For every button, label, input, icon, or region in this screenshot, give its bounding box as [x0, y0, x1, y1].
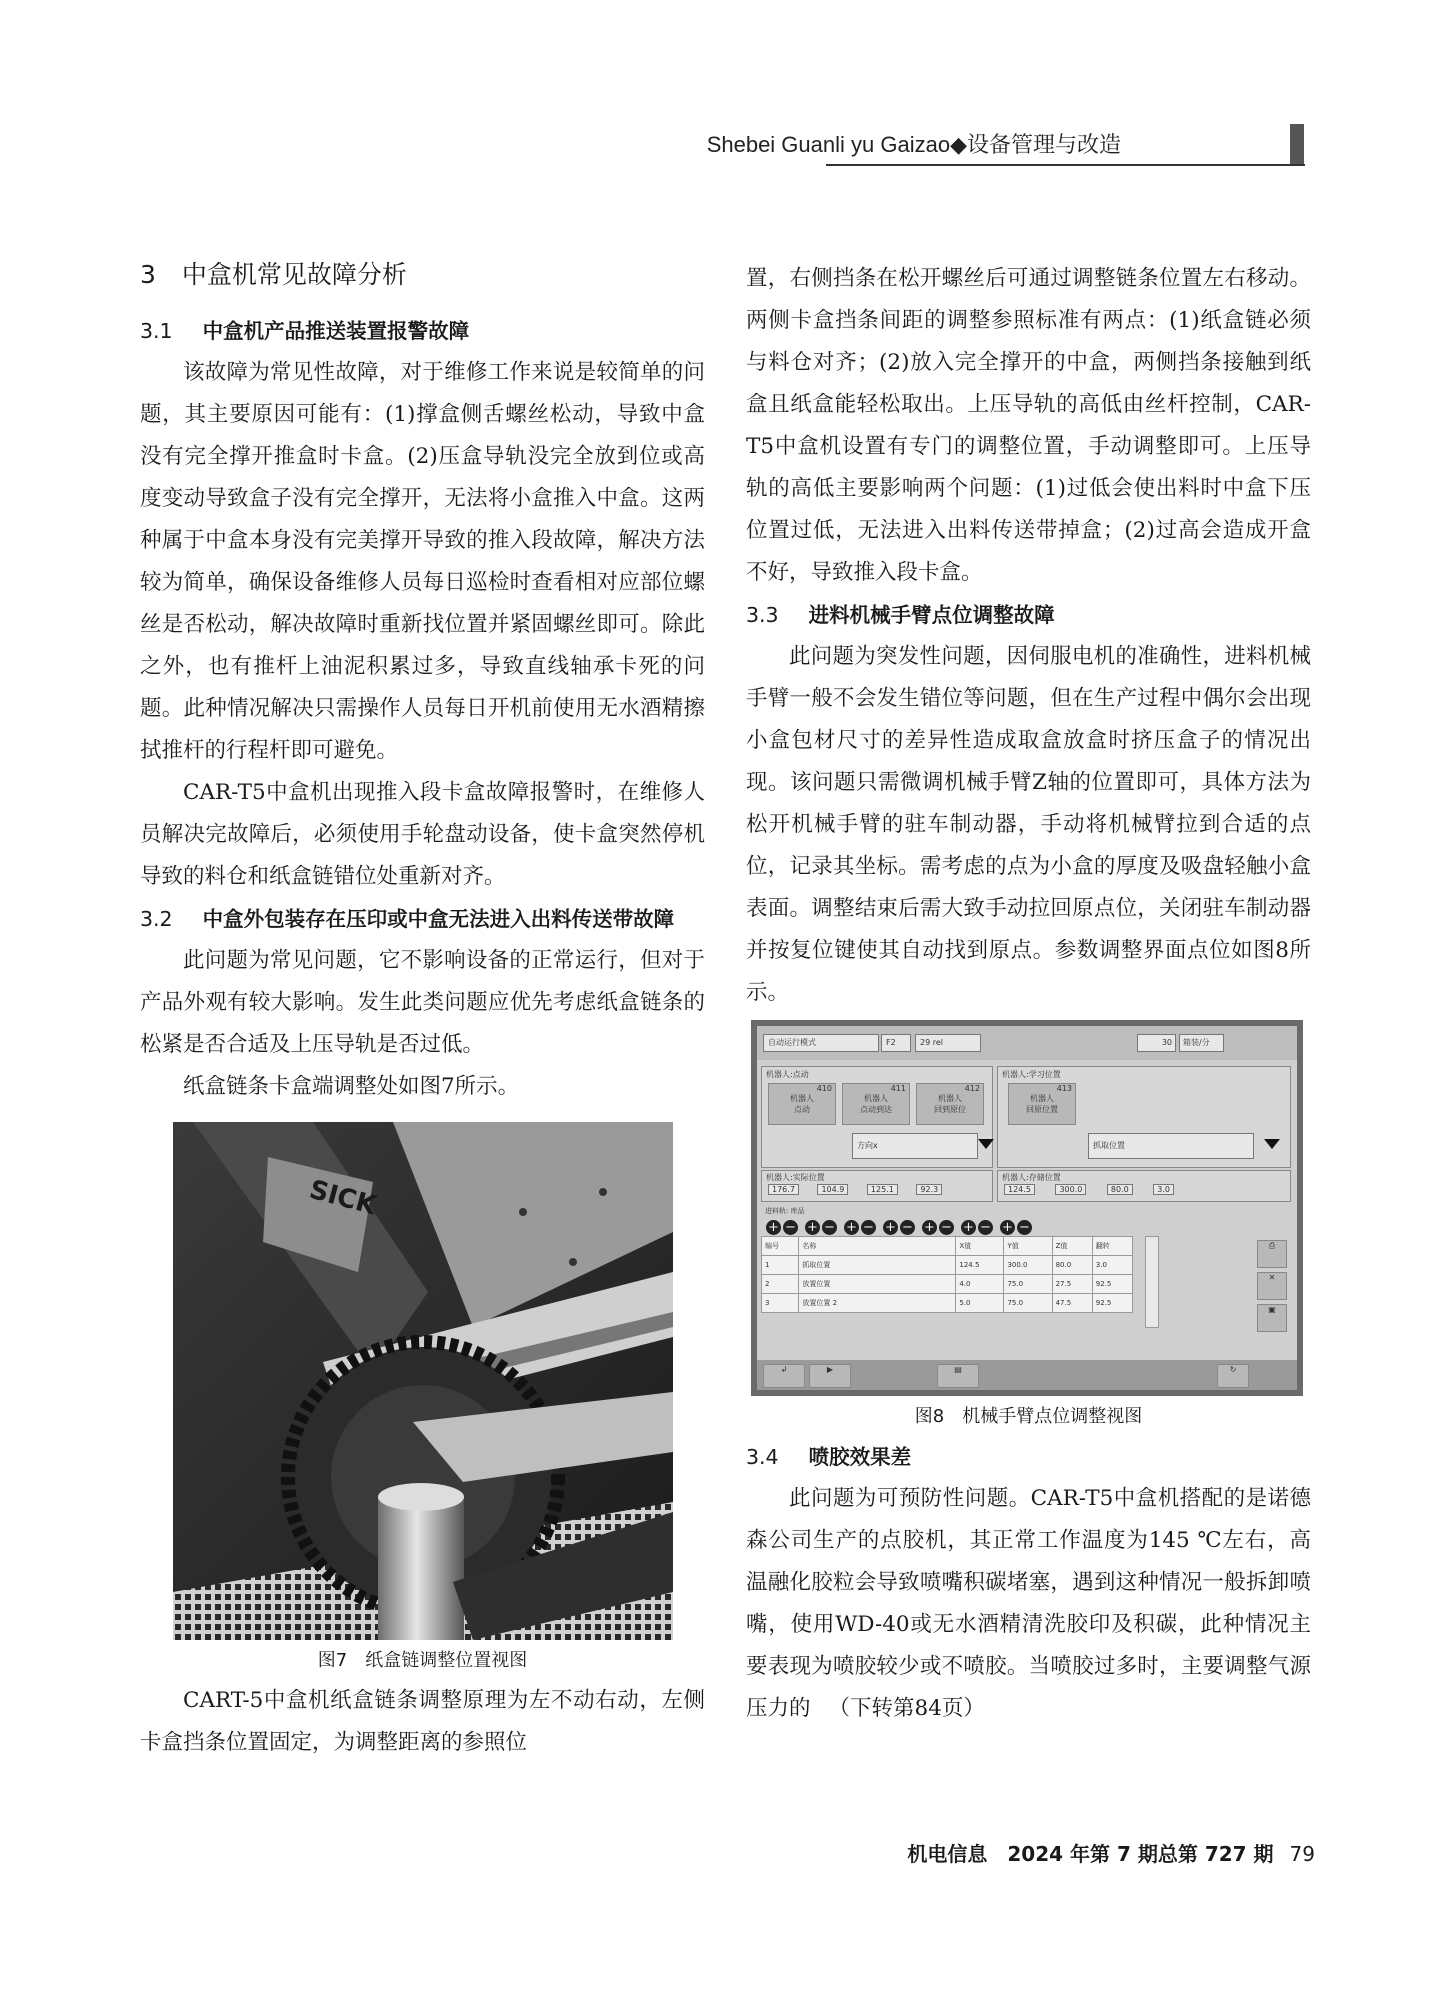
table-row[interactable] — [762, 1256, 1133, 1275]
header-bar — [1290, 124, 1304, 164]
section-title: 喷胶效果差 — [808, 1445, 912, 1469]
table-cell: 3.0 — [1092, 1256, 1132, 1275]
pos-x: 176.7 — [768, 1184, 799, 1195]
section-3-2-heading — [140, 898, 705, 940]
table-cell: 300.0 — [1004, 1256, 1052, 1275]
table-cell: 92.5 — [1092, 1275, 1132, 1294]
figure-8-screenshot — [751, 1020, 1303, 1396]
nav-icon[interactable]: ▤ — [937, 1364, 979, 1388]
paragraph: 此问题为突发性问题，因伺服电机的准确性，进料机械手臂一般不会发生错位等问题，但在生产过程中偶尔会出现小盒包材尺寸的差异性造成取盒放盒时挤压盒子的情况出现。该问题只需微调机械手臂Z轴的位置即可，具体方法为松开机械手臂的驻车制动器，手动将机械臂拉到合适的点位，记录其坐标。需考虑的点为小盒的厚度及吸盘轻触小盒表面。调整结束后需大致手动拉回原点位，关闭驻车制动器并按复位键使其自动找到原点。参数调整界面点位如图8所示。 — [746, 644, 1311, 1005]
button-label: 机器人 点动到达 — [860, 1094, 892, 1114]
figure-7-caption: 图7 纸盒链调整位置视图 — [317, 1650, 528, 1671]
axis-label: 进料轨: 库品 — [765, 1207, 805, 1215]
table-cell: 2 — [762, 1275, 799, 1294]
jog-plus-minus-row[interactable]: + − + − + − + − + − + − + − — [765, 1216, 1033, 1235]
table-cell: 放置位置 2 — [799, 1294, 956, 1313]
refresh-icon[interactable]: ↻ — [1217, 1364, 1249, 1388]
group-title: 机器人:存储位置 — [1002, 1173, 1061, 1182]
store-y: 300.0 — [1055, 1184, 1086, 1195]
col-header: 编号 — [762, 1237, 799, 1256]
section-3-1-heading — [140, 310, 705, 352]
section-3-4-heading — [746, 1436, 1311, 1478]
left-column — [140, 258, 705, 1764]
delete-icon[interactable]: ✕ — [1257, 1272, 1287, 1300]
section-3-heading — [140, 258, 705, 292]
button-label: 机器人 回原位置 — [1026, 1094, 1058, 1114]
col-header: 翻转 — [1092, 1237, 1132, 1256]
table-cell: 5.0 — [956, 1294, 1004, 1313]
running-header — [707, 128, 1121, 159]
paragraph-text: 此问题为可预防性问题。CAR-T5中盒机搭配的是诺德森公司生产的点胶机，其正常工作温度为145 ℃左右，高温融化胶粒会导致喷嘴积碳堵塞，遇到这种情况一般拆卸喷嘴，使用WD-40或无水酒精清洗胶印及积碳，此种情况主要表现为喷胶较少或不喷胶。当喷胶过多时，主要调整气源压力的 — [746, 1486, 1311, 1721]
header-rule — [826, 164, 1305, 166]
count-field: 30 — [1137, 1034, 1176, 1052]
header-title: 设备管理与改造 — [966, 133, 1121, 158]
chevron-down-icon[interactable] — [978, 1139, 994, 1149]
continued-note: （下转第84页） — [828, 1696, 985, 1721]
header-diamond: ◆ — [950, 132, 967, 157]
unit-field: 箱装/分 — [1179, 1034, 1224, 1052]
teach-button[interactable] — [1008, 1083, 1076, 1125]
pos-z: 125.1 — [867, 1184, 898, 1195]
pos-r: 92.3 — [916, 1184, 942, 1195]
button-code: 412 — [964, 1084, 980, 1093]
section-3-3-heading — [746, 594, 1311, 636]
save-icon[interactable]: ▣ — [1257, 1304, 1287, 1332]
table-cell: 80.0 — [1052, 1256, 1092, 1275]
section-number: 3.4 — [746, 1445, 779, 1469]
section-number: 3.3 — [746, 603, 779, 627]
table-scrollbar[interactable] — [1145, 1236, 1159, 1328]
table-cell: 3 — [762, 1294, 799, 1313]
table-cell: 92.5 — [1092, 1294, 1132, 1313]
jog-group — [761, 1066, 993, 1168]
print-icon[interactable]: ⎙ — [1257, 1240, 1287, 1268]
col-header: Z值 — [1052, 1237, 1092, 1256]
paragraph: 该故障为常见性故障，对于维修工作来说是较简单的问题，其主要原因可能有：(1)撑盒侧舌螺丝松动，导致中盒没有完全撑开推盒时卡盒。(2)压盒导轨没完全放到位或高度变动导致盒子没有完全撑开，无法将小盒推入中盒。这两种属于中盒本身没有完美撑开导致的推入段故障，解决方法较为简单，确保设备维修人员每日巡检时查看相对应部位螺丝是否松动，解决故障时重新找位置并紧固螺丝即可。除此之外，也有推杆上油泥积累过多，导致直线轴承卡死的问题。此种情况解决只需操作人员每日开机前使用无水酒精擦拭推杆的行程杆即可避免。 — [140, 360, 705, 763]
stored-position-group — [997, 1170, 1291, 1202]
actual-position-group — [761, 1170, 993, 1202]
table-header-row — [762, 1237, 1133, 1256]
table-cell: 抓取位置 — [799, 1256, 956, 1275]
table-cell: 75.0 — [1004, 1275, 1052, 1294]
paragraph: CAR-T5中盒机出现推入段卡盒故障报警时，在维修人员解决完故障后，必须使用手轮盘动设备，使卡盒突然停机导致的料仓和纸盒链错位处重新对齐。 — [140, 780, 705, 889]
nav-back-icon[interactable]: ↲ — [763, 1364, 805, 1388]
direction-dropdown[interactable]: 方向x — [852, 1133, 978, 1159]
mode-field: 自动运行模式 — [763, 1034, 879, 1052]
jog-button[interactable] — [768, 1083, 836, 1125]
paragraph: CART-5中盒机纸盒链条调整原理为左不动右动，左侧卡盒挡条位置固定，为调整距离的参照位 — [140, 1688, 705, 1755]
section-title: 中盒机常见故障分析 — [181, 260, 407, 289]
section-number: 3.2 — [140, 907, 173, 931]
store-x: 124.5 — [1004, 1184, 1035, 1195]
jog-to-button[interactable] — [842, 1083, 910, 1125]
figure-7-photo — [173, 1122, 673, 1640]
button-label: 机器人 点动 — [790, 1094, 814, 1114]
chevron-down-icon[interactable] — [1264, 1139, 1280, 1149]
section-title: 中盒机产品推送装置报警故障 — [202, 319, 470, 343]
teach-group — [997, 1066, 1291, 1168]
sensor-label: SICK — [305, 1174, 379, 1222]
group-title: 机器人:实际位置 — [766, 1173, 825, 1182]
right-column — [746, 258, 1311, 1730]
section-title: 中盒外包装存在压印或中盒无法进入出料传送带故障 — [202, 907, 675, 931]
button-label: 机器人 回到原位 — [934, 1094, 966, 1114]
page-footer — [907, 1838, 1315, 1867]
home-button[interactable] — [916, 1083, 984, 1125]
header-pinyin: Shebei Guanli yu Gaizao — [706, 132, 951, 157]
button-code: 411 — [890, 1084, 906, 1093]
table-cell: 放置位置 — [799, 1275, 956, 1294]
col-header: 名称 — [799, 1237, 956, 1256]
journal-info: 机电信息 2024 年第 7 期总第 727 期 — [907, 1842, 1274, 1866]
figure-8-caption: 图8 机械手臂点位调整视图 — [914, 1406, 1143, 1427]
paragraph — [746, 1478, 1311, 1730]
table-cell: 47.5 — [1052, 1294, 1092, 1313]
section-title: 进料机械手臂点位调整故障 — [808, 603, 1055, 627]
paragraph: 此问题为常见问题，它不影响设备的正常运行，但对于产品外观有较大影响。发生此类问题应优先考虑纸盒链条的松紧是否合适及上压导轨是否过低。 — [140, 948, 705, 1057]
button-code: 413 — [1056, 1084, 1072, 1093]
chain-photo-illustration — [173, 1122, 673, 1640]
position-dropdown[interactable]: 抓取位置 — [1088, 1133, 1254, 1159]
page-number: 79 — [1289, 1842, 1315, 1866]
speed-field: 29 rel — [915, 1034, 981, 1052]
table-cell: 27.5 — [1052, 1275, 1092, 1294]
paragraph: 置，右侧挡条在松开螺丝后可通过调整链条位置左右移动。两侧卡盒挡条间距的调整参照标准有两点：(1)纸盒链必须与料仓对齐；(2)放入完全撑开的中盒，两侧挡条接触到纸盒且纸盒能轻松取出。上压导轨的高低由丝杆控制，CAR-T5中盒机设置有专门的调整位置，手动调整即可。上压导轨的高低主要影响两个问题：(1)过低会使出料时中盒下压位置过低，无法进入出料传送带掉盒；(2)过高会造成开盒不好，导致推入段卡盒。 — [746, 266, 1311, 585]
table-cell: 4.0 — [956, 1275, 1004, 1294]
f2-field: F2 — [881, 1034, 911, 1052]
hmi-bottom-bar — [757, 1360, 1297, 1390]
table-cell: 75.0 — [1004, 1294, 1052, 1313]
table-row[interactable] — [762, 1275, 1133, 1294]
section-number: 3.1 — [140, 319, 173, 343]
button-code: 410 — [816, 1084, 832, 1093]
pos-y: 104.9 — [817, 1184, 848, 1195]
section-number: 3 — [140, 260, 156, 289]
table-cell: 1 — [762, 1256, 799, 1275]
position-table — [761, 1236, 1133, 1313]
col-header: Y值 — [1004, 1237, 1052, 1256]
group-title: 机器人:学习位置 — [1002, 1070, 1061, 1079]
group-title: 机器人:点动 — [766, 1070, 809, 1079]
table-cell: 124.5 — [956, 1256, 1004, 1275]
store-z: 80.0 — [1107, 1184, 1133, 1195]
paragraph: 纸盒链条卡盒端调整处如图7所示。 — [183, 1074, 520, 1099]
col-header: X值 — [956, 1237, 1004, 1256]
nav-icon[interactable]: ▶ — [809, 1364, 851, 1388]
table-row[interactable] — [762, 1294, 1133, 1313]
store-r: 3.0 — [1153, 1184, 1174, 1195]
